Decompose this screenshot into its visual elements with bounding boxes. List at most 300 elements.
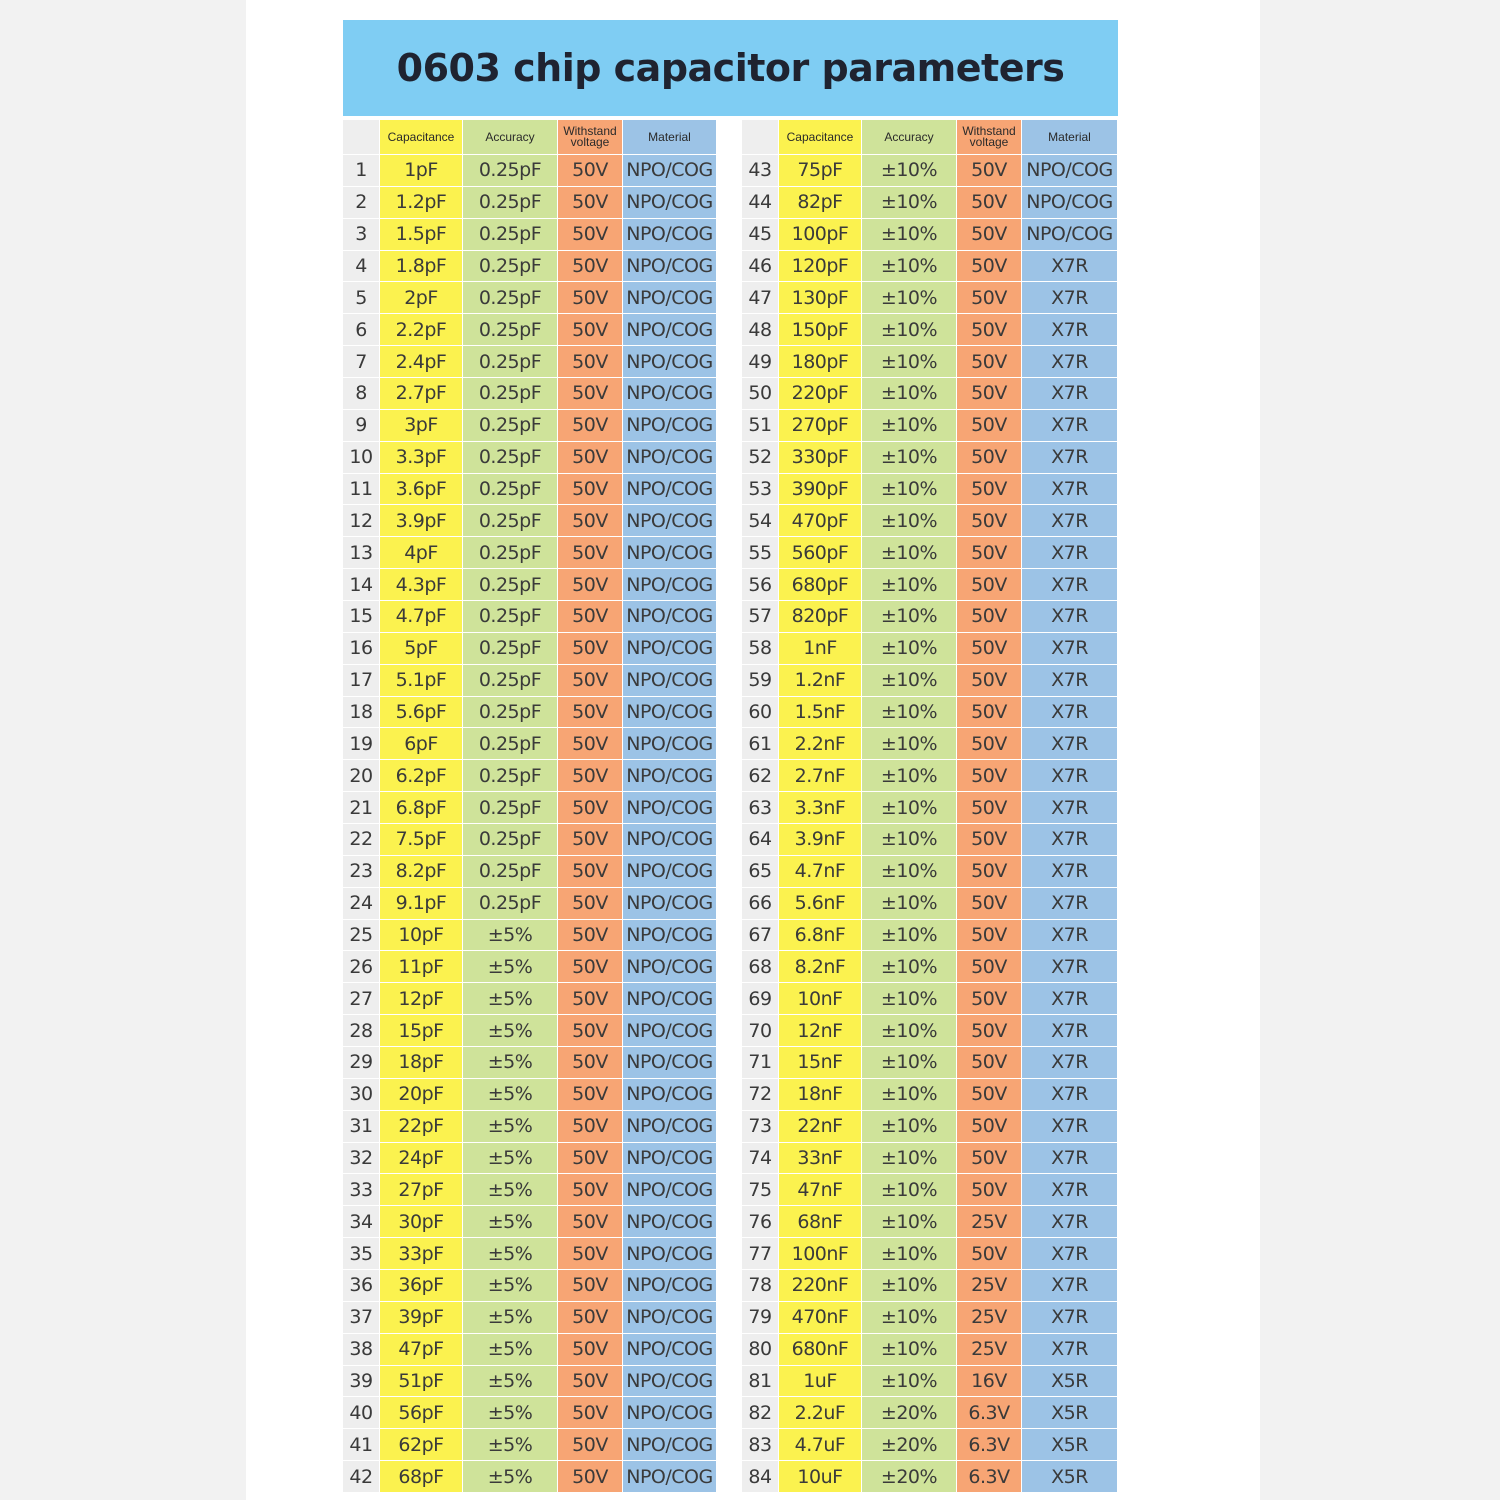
material-cell: X7R — [1022, 792, 1117, 823]
material-cell: NPO/COG — [623, 410, 716, 441]
capacitance-cell: 1.2pF — [380, 187, 462, 218]
row-index: 61 — [742, 728, 778, 759]
accuracy-cell: ±10% — [862, 728, 956, 759]
capacitance-cell: 120pF — [779, 251, 861, 282]
row-index: 33 — [343, 1174, 379, 1205]
row-index: 51 — [742, 410, 778, 441]
accuracy-cell: ±5% — [463, 1366, 557, 1397]
row-index: 29 — [343, 1047, 379, 1078]
accuracy-cell: ±10% — [862, 665, 956, 696]
voltage-cell: 50V — [957, 187, 1021, 218]
row-index: 73 — [742, 1111, 778, 1142]
row-index: 43 — [742, 155, 778, 186]
capacitance-cell: 6pF — [380, 728, 462, 759]
voltage-cell: 50V — [558, 187, 622, 218]
capacitance-cell: 2.7nF — [779, 760, 861, 791]
material-cell: NPO/COG — [623, 219, 716, 250]
capacitance-cell: 1pF — [380, 155, 462, 186]
voltage-cell: 50V — [957, 1174, 1021, 1205]
capacitance-cell: 270pF — [779, 410, 861, 441]
material-cell: X7R — [1022, 378, 1117, 409]
capacitance-cell: 1.2nF — [779, 665, 861, 696]
material-cell: X7R — [1022, 888, 1117, 919]
row-index: 41 — [343, 1429, 379, 1460]
voltage-cell: 50V — [558, 1302, 622, 1333]
material-cell: X5R — [1022, 1429, 1117, 1460]
capacitance-cell: 1.5pF — [380, 219, 462, 250]
material-cell: NPO/COG — [623, 824, 716, 855]
row-index: 56 — [742, 569, 778, 600]
voltage-cell: 50V — [558, 1111, 622, 1142]
header-index — [343, 120, 379, 154]
row-index: 18 — [343, 697, 379, 728]
row-index: 11 — [343, 474, 379, 505]
material-cell: NPO/COG — [623, 728, 716, 759]
voltage-cell: 50V — [957, 920, 1021, 951]
row-index: 83 — [742, 1429, 778, 1460]
accuracy-cell: ±10% — [862, 601, 956, 632]
material-cell: X7R — [1022, 1079, 1117, 1110]
material-cell: NPO/COG — [623, 1143, 716, 1174]
capacitance-cell: 2pF — [380, 282, 462, 313]
row-index: 63 — [742, 792, 778, 823]
accuracy-cell: ±10% — [862, 697, 956, 728]
row-index: 42 — [343, 1461, 379, 1492]
voltage-cell: 50V — [957, 760, 1021, 791]
capacitance-cell: 6.8pF — [380, 792, 462, 823]
accuracy-cell: ±10% — [862, 983, 956, 1014]
capacitance-cell: 2.7pF — [380, 378, 462, 409]
material-cell: X7R — [1022, 983, 1117, 1014]
material-cell: X7R — [1022, 1174, 1117, 1205]
row-index: 71 — [742, 1047, 778, 1078]
capacitance-cell: 82pF — [779, 187, 861, 218]
row-index: 8 — [343, 378, 379, 409]
capacitance-cell: 3.9nF — [779, 824, 861, 855]
row-index: 65 — [742, 856, 778, 887]
row-index: 32 — [343, 1143, 379, 1174]
accuracy-cell: ±10% — [862, 1111, 956, 1142]
accuracy-cell: 0.25pF — [463, 760, 557, 791]
material-cell: NPO/COG — [623, 1079, 716, 1110]
accuracy-cell: 0.25pF — [463, 251, 557, 282]
material-cell: NPO/COG — [623, 1015, 716, 1046]
accuracy-cell: 0.25pF — [463, 888, 557, 919]
row-index: 44 — [742, 187, 778, 218]
capacitance-cell: 130pF — [779, 282, 861, 313]
voltage-cell: 50V — [558, 951, 622, 982]
material-cell: NPO/COG — [623, 1397, 716, 1428]
voltage-cell: 50V — [957, 346, 1021, 377]
material-cell: X7R — [1022, 442, 1117, 473]
voltage-cell: 50V — [558, 728, 622, 759]
header-withstand-voltage: Withstand voltage — [558, 120, 622, 154]
accuracy-cell: ±10% — [862, 474, 956, 505]
row-index: 10 — [343, 442, 379, 473]
material-cell: NPO/COG — [623, 951, 716, 982]
accuracy-cell: 0.25pF — [463, 537, 557, 568]
material-cell: NPO/COG — [623, 1334, 716, 1365]
material-cell: X7R — [1022, 633, 1117, 664]
voltage-cell: 50V — [558, 155, 622, 186]
voltage-cell: 50V — [558, 856, 622, 887]
voltage-cell: 50V — [558, 442, 622, 473]
voltage-cell: 50V — [957, 1079, 1021, 1110]
header-accuracy: Accuracy — [463, 120, 557, 154]
accuracy-cell: ±5% — [463, 1270, 557, 1301]
accuracy-cell: ±10% — [862, 1302, 956, 1333]
accuracy-cell: ±5% — [463, 1047, 557, 1078]
voltage-cell: 50V — [957, 697, 1021, 728]
voltage-cell: 50V — [558, 1461, 622, 1492]
capacitance-cell: 18nF — [779, 1079, 861, 1110]
row-index: 22 — [343, 824, 379, 855]
accuracy-cell: ±10% — [862, 314, 956, 345]
capacitance-cell: 15nF — [779, 1047, 861, 1078]
accuracy-cell: ±10% — [862, 760, 956, 791]
capacitance-cell: 5.6pF — [380, 697, 462, 728]
accuracy-cell: ±10% — [862, 1079, 956, 1110]
accuracy-cell: 0.25pF — [463, 601, 557, 632]
material-cell: NPO/COG — [623, 1270, 716, 1301]
material-cell: X7R — [1022, 1302, 1117, 1333]
capacitance-cell: 7.5pF — [380, 824, 462, 855]
capacitance-cell: 150pF — [779, 314, 861, 345]
accuracy-cell: ±10% — [862, 442, 956, 473]
voltage-cell: 50V — [558, 1429, 622, 1460]
capacitance-cell: 22nF — [779, 1111, 861, 1142]
capacitance-cell: 12nF — [779, 1015, 861, 1046]
accuracy-cell: 0.25pF — [463, 665, 557, 696]
accuracy-cell: 0.25pF — [463, 282, 557, 313]
row-index: 21 — [343, 792, 379, 823]
voltage-cell: 50V — [957, 983, 1021, 1014]
voltage-cell: 25V — [957, 1302, 1021, 1333]
voltage-cell: 6.3V — [957, 1429, 1021, 1460]
voltage-cell: 50V — [957, 505, 1021, 536]
row-index: 17 — [343, 665, 379, 696]
header-material: Material — [1022, 120, 1117, 154]
material-cell: NPO/COG — [623, 569, 716, 600]
accuracy-cell: 0.25pF — [463, 155, 557, 186]
row-index: 68 — [742, 951, 778, 982]
voltage-cell: 50V — [957, 410, 1021, 441]
capacitance-cell: 24pF — [380, 1143, 462, 1174]
row-index: 48 — [742, 314, 778, 345]
accuracy-cell: ±10% — [862, 1174, 956, 1205]
row-index: 1 — [343, 155, 379, 186]
material-cell: X7R — [1022, 314, 1117, 345]
material-cell: NPO/COG — [623, 442, 716, 473]
voltage-cell: 50V — [558, 282, 622, 313]
accuracy-cell: 0.25pF — [463, 728, 557, 759]
voltage-cell: 50V — [558, 1015, 622, 1046]
row-index: 76 — [742, 1206, 778, 1237]
row-index: 82 — [742, 1397, 778, 1428]
accuracy-cell: 0.25pF — [463, 474, 557, 505]
voltage-cell: 50V — [558, 346, 622, 377]
capacitance-cell: 560pF — [779, 537, 861, 568]
row-index: 3 — [343, 219, 379, 250]
capacitance-cell: 4pF — [380, 537, 462, 568]
accuracy-cell: ±10% — [862, 505, 956, 536]
voltage-cell: 50V — [558, 251, 622, 282]
voltage-cell: 50V — [957, 888, 1021, 919]
capacitance-cell: 11pF — [380, 951, 462, 982]
row-index: 31 — [343, 1111, 379, 1142]
material-cell: X7R — [1022, 665, 1117, 696]
material-cell: NPO/COG — [623, 474, 716, 505]
row-index: 58 — [742, 633, 778, 664]
material-cell: NPO/COG — [623, 1174, 716, 1205]
capacitance-cell: 36pF — [380, 1270, 462, 1301]
capacitance-cell: 3.9pF — [380, 505, 462, 536]
row-index: 9 — [343, 410, 379, 441]
accuracy-cell: ±10% — [862, 1143, 956, 1174]
voltage-cell: 50V — [558, 474, 622, 505]
capacitance-cell: 68pF — [380, 1461, 462, 1492]
capacitance-cell: 1.8pF — [380, 251, 462, 282]
voltage-cell: 6.3V — [957, 1461, 1021, 1492]
voltage-cell: 50V — [558, 219, 622, 250]
material-cell: NPO/COG — [623, 1429, 716, 1460]
capacitance-cell: 3.3nF — [779, 792, 861, 823]
material-cell: X7R — [1022, 1206, 1117, 1237]
row-index: 60 — [742, 697, 778, 728]
voltage-cell: 50V — [558, 665, 622, 696]
capacitance-cell: 180pF — [779, 346, 861, 377]
voltage-cell: 50V — [558, 569, 622, 600]
row-index: 30 — [343, 1079, 379, 1110]
material-cell: X7R — [1022, 569, 1117, 600]
accuracy-cell: ±10% — [862, 537, 956, 568]
row-index: 62 — [742, 760, 778, 791]
material-cell: X7R — [1022, 856, 1117, 887]
accuracy-cell: 0.25pF — [463, 856, 557, 887]
material-cell: NPO/COG — [1022, 219, 1117, 250]
capacitance-cell: 2.2nF — [779, 728, 861, 759]
material-cell: NPO/COG — [623, 1047, 716, 1078]
capacitance-cell: 3pF — [380, 410, 462, 441]
accuracy-cell: 0.25pF — [463, 569, 557, 600]
capacitance-cell: 51pF — [380, 1366, 462, 1397]
material-cell: X7R — [1022, 251, 1117, 282]
capacitance-cell: 330pF — [779, 442, 861, 473]
material-cell: X7R — [1022, 505, 1117, 536]
header-capacitance: Capacitance — [380, 120, 462, 154]
row-index: 34 — [343, 1206, 379, 1237]
accuracy-cell: ±10% — [862, 187, 956, 218]
voltage-cell: 50V — [558, 888, 622, 919]
accuracy-cell: 0.25pF — [463, 187, 557, 218]
voltage-cell: 6.3V — [957, 1397, 1021, 1428]
accuracy-cell: ±5% — [463, 1143, 557, 1174]
voltage-cell: 50V — [558, 410, 622, 441]
accuracy-cell: ±5% — [463, 1238, 557, 1269]
voltage-cell: 50V — [957, 282, 1021, 313]
row-index: 64 — [742, 824, 778, 855]
voltage-cell: 50V — [957, 474, 1021, 505]
voltage-cell: 50V — [957, 951, 1021, 982]
accuracy-cell: 0.25pF — [463, 378, 557, 409]
voltage-cell: 50V — [558, 633, 622, 664]
accuracy-cell: 0.25pF — [463, 410, 557, 441]
row-index: 69 — [742, 983, 778, 1014]
row-index: 19 — [343, 728, 379, 759]
row-index: 84 — [742, 1461, 778, 1492]
voltage-cell: 50V — [957, 314, 1021, 345]
row-index: 40 — [343, 1397, 379, 1428]
accuracy-cell: ±5% — [463, 920, 557, 951]
row-index: 27 — [343, 983, 379, 1014]
capacitance-cell: 47nF — [779, 1174, 861, 1205]
capacitance-cell: 2.2uF — [779, 1397, 861, 1428]
accuracy-cell: ±5% — [463, 1397, 557, 1428]
voltage-cell: 50V — [957, 1143, 1021, 1174]
voltage-cell: 50V — [558, 792, 622, 823]
material-cell: NPO/COG — [623, 792, 716, 823]
capacitance-cell: 39pF — [380, 1302, 462, 1333]
material-cell: NPO/COG — [623, 601, 716, 632]
row-index: 55 — [742, 537, 778, 568]
voltage-cell: 50V — [558, 537, 622, 568]
voltage-cell: 50V — [558, 1174, 622, 1205]
material-cell: NPO/COG — [623, 1206, 716, 1237]
capacitance-cell: 1nF — [779, 633, 861, 664]
row-index: 4 — [343, 251, 379, 282]
row-index: 26 — [343, 951, 379, 982]
capacitance-cell: 680nF — [779, 1334, 861, 1365]
page-title: 0603 chip capacitor parameters — [343, 20, 1118, 116]
accuracy-cell: ±5% — [463, 1206, 557, 1237]
material-cell: X7R — [1022, 951, 1117, 982]
row-index: 79 — [742, 1302, 778, 1333]
capacitance-cell: 680pF — [779, 569, 861, 600]
material-cell: X7R — [1022, 282, 1117, 313]
row-index: 13 — [343, 537, 379, 568]
material-cell: X7R — [1022, 920, 1117, 951]
voltage-cell: 50V — [558, 1366, 622, 1397]
accuracy-cell: 0.25pF — [463, 824, 557, 855]
voltage-cell: 50V — [957, 1047, 1021, 1078]
capacitance-cell: 2.4pF — [380, 346, 462, 377]
capacitance-cell: 9.1pF — [380, 888, 462, 919]
material-cell: NPO/COG — [623, 378, 716, 409]
accuracy-cell: ±10% — [862, 1334, 956, 1365]
row-index: 49 — [742, 346, 778, 377]
accuracy-cell: ±10% — [862, 155, 956, 186]
accuracy-cell: ±5% — [463, 1334, 557, 1365]
capacitance-cell: 5pF — [380, 633, 462, 664]
capacitance-cell: 220nF — [779, 1270, 861, 1301]
material-cell: NPO/COG — [623, 697, 716, 728]
row-index: 70 — [742, 1015, 778, 1046]
accuracy-cell: ±10% — [862, 824, 956, 855]
material-cell: NPO/COG — [1022, 155, 1117, 186]
material-cell: X7R — [1022, 537, 1117, 568]
row-index: 80 — [742, 1334, 778, 1365]
capacitance-cell: 75pF — [779, 155, 861, 186]
capacitance-cell: 820pF — [779, 601, 861, 632]
accuracy-cell: ±10% — [862, 251, 956, 282]
row-index: 74 — [742, 1143, 778, 1174]
row-index: 72 — [742, 1079, 778, 1110]
capacitance-cell: 1.5nF — [779, 697, 861, 728]
capacitance-cell: 1uF — [779, 1366, 861, 1397]
row-index: 38 — [343, 1334, 379, 1365]
voltage-cell: 16V — [957, 1366, 1021, 1397]
accuracy-cell: ±5% — [463, 951, 557, 982]
capacitance-cell: 15pF — [380, 1015, 462, 1046]
row-index: 14 — [343, 569, 379, 600]
material-cell: NPO/COG — [623, 1238, 716, 1269]
voltage-cell: 50V — [957, 1111, 1021, 1142]
material-cell: NPO/COG — [623, 155, 716, 186]
header-accuracy: Accuracy — [862, 120, 956, 154]
material-cell: X5R — [1022, 1461, 1117, 1492]
material-cell: X7R — [1022, 1143, 1117, 1174]
material-cell: X7R — [1022, 1111, 1117, 1142]
capacitance-cell: 3.6pF — [380, 474, 462, 505]
material-cell: NPO/COG — [623, 537, 716, 568]
accuracy-cell: ±5% — [463, 1015, 557, 1046]
material-cell: X7R — [1022, 410, 1117, 441]
voltage-cell: 50V — [957, 569, 1021, 600]
material-cell: X7R — [1022, 1334, 1117, 1365]
voltage-cell: 25V — [957, 1334, 1021, 1365]
row-index: 5 — [343, 282, 379, 313]
capacitance-cell: 3.3pF — [380, 442, 462, 473]
accuracy-cell: ±10% — [862, 856, 956, 887]
capacitance-cell: 22pF — [380, 1111, 462, 1142]
capacitance-cell: 47pF — [380, 1334, 462, 1365]
voltage-cell: 50V — [558, 1047, 622, 1078]
material-cell: NPO/COG — [623, 920, 716, 951]
voltage-cell: 50V — [558, 760, 622, 791]
accuracy-cell: ±5% — [463, 1079, 557, 1110]
voltage-cell: 50V — [957, 792, 1021, 823]
capacitance-cell: 2.2pF — [380, 314, 462, 345]
capacitance-cell: 33pF — [380, 1238, 462, 1269]
voltage-cell: 50V — [558, 601, 622, 632]
accuracy-cell: ±10% — [862, 1270, 956, 1301]
row-index: 20 — [343, 760, 379, 791]
header-capacitance: Capacitance — [779, 120, 861, 154]
row-index: 57 — [742, 601, 778, 632]
accuracy-cell: 0.25pF — [463, 505, 557, 536]
material-cell: NPO/COG — [623, 346, 716, 377]
capacitance-cell: 5.1pF — [380, 665, 462, 696]
row-index: 12 — [343, 505, 379, 536]
voltage-cell: 50V — [957, 665, 1021, 696]
voltage-cell: 50V — [957, 601, 1021, 632]
capacitance-cell: 20pF — [380, 1079, 462, 1110]
row-index: 66 — [742, 888, 778, 919]
header-material: Material — [623, 120, 716, 154]
capacitance-cell: 4.7nF — [779, 856, 861, 887]
accuracy-cell: ±10% — [862, 378, 956, 409]
row-index: 2 — [343, 187, 379, 218]
voltage-cell: 50V — [957, 251, 1021, 282]
accuracy-cell: ±10% — [862, 346, 956, 377]
voltage-cell: 50V — [957, 1015, 1021, 1046]
accuracy-cell: ±5% — [463, 1174, 557, 1205]
accuracy-cell: ±10% — [862, 282, 956, 313]
capacitance-cell: 12pF — [380, 983, 462, 1014]
accuracy-cell: ±10% — [862, 792, 956, 823]
row-index: 54 — [742, 505, 778, 536]
row-index: 25 — [343, 920, 379, 951]
